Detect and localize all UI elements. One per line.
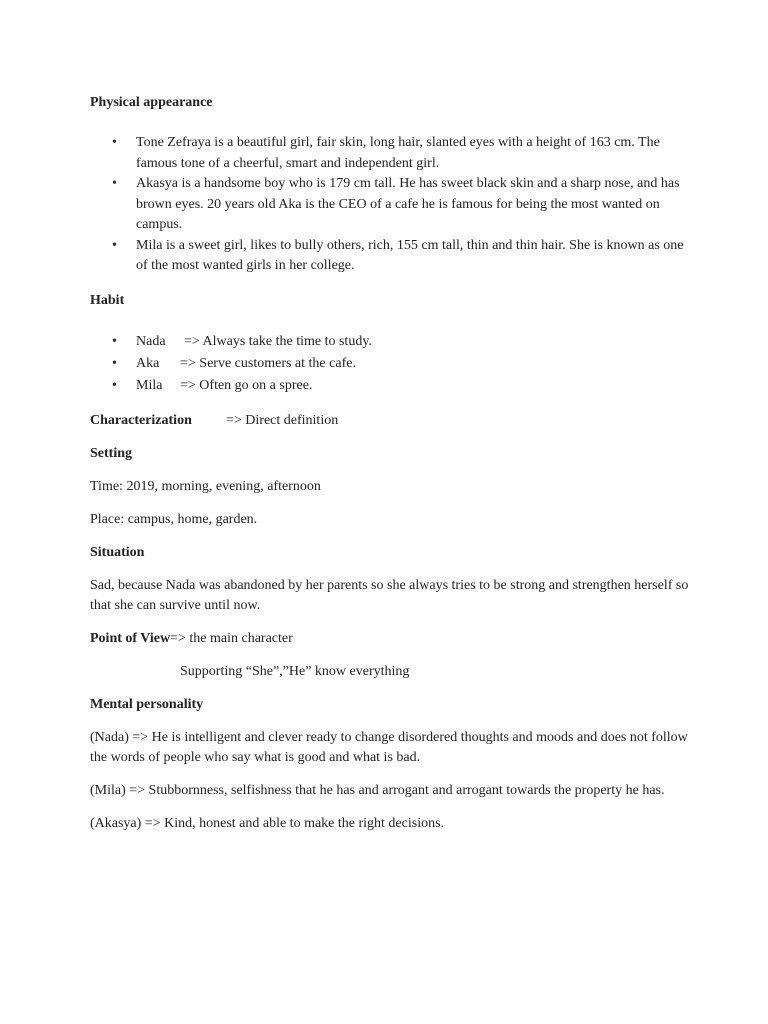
situation-text: Sad, because Nada was abandoned by her parents so she always tries to be strong and strengthen herself so that she can survive until now. [90,577,689,613]
mental-mila: (Mila) => Stubbornness, selfishness that he has and arrogant and arrogant towards the property he has. [90,782,665,798]
setting-place: Place: campus, home, garden. [90,511,258,527]
physical-list [90,133,690,277]
point-of-view-line: Point of View=> the main character [90,630,293,646]
section-heading-situation: Situation [90,544,145,560]
list-item: • Mila is a sweet girl, likes to bully others, rich, 155 cm tall, thin and thin hair. She is known as one of the most wanted girls in her college. [112,237,684,273]
list-item: • Tone Zefraya is a beautiful girl, fair skin, long hair, slanted eyes with a height of 163 cm. The famous tone of a cheerful, smart and independent girl. [112,135,660,171]
bullet-icon: • [112,176,117,191]
section-heading-habit: Habit [90,292,125,308]
habit-list [90,331,690,397]
mental-akasya: (Akasya) => Kind, honest and able to make the right decisions. [90,815,445,831]
section-heading-mental: Mental personality [90,696,204,712]
list-item: • Aka => Serve customers at the cafe. [90,353,690,375]
section-heading-setting: Setting [90,445,132,461]
document-content [90,93,690,847]
setting-time: Time: 2019, morning, evening, afternoon [90,478,321,494]
mental-nada: (Nada) => He is intelligent and clever ready to change disordered thoughts and moods and does not follow the words of people who say what is good and what is bad. [90,729,688,765]
list-item: • Mila => Often go on a spree. [90,375,690,397]
section-heading-physical: Physical appearance [90,95,213,110]
point-of-view-supporting: Supporting “She”,”He” know everything [180,663,410,679]
bullet-icon: • [112,237,117,253]
bullet-icon: • [112,333,117,349]
bullet-icon: • [112,377,117,393]
bullet-icon: • [112,135,117,150]
list-item: • Akasya is a handsome boy who is 179 cm tall. He has sweet black skin and a sharp nose, and has brown eyes. 20 years old Aka is the CEO of a cafe he is famous for being the most wanted on campus. [112,176,680,232]
bullet-icon: • [112,355,117,371]
list-item: • Nada => Always take the time to study. [90,331,690,353]
characterization-line: Characterization => Direct definition [90,412,339,428]
